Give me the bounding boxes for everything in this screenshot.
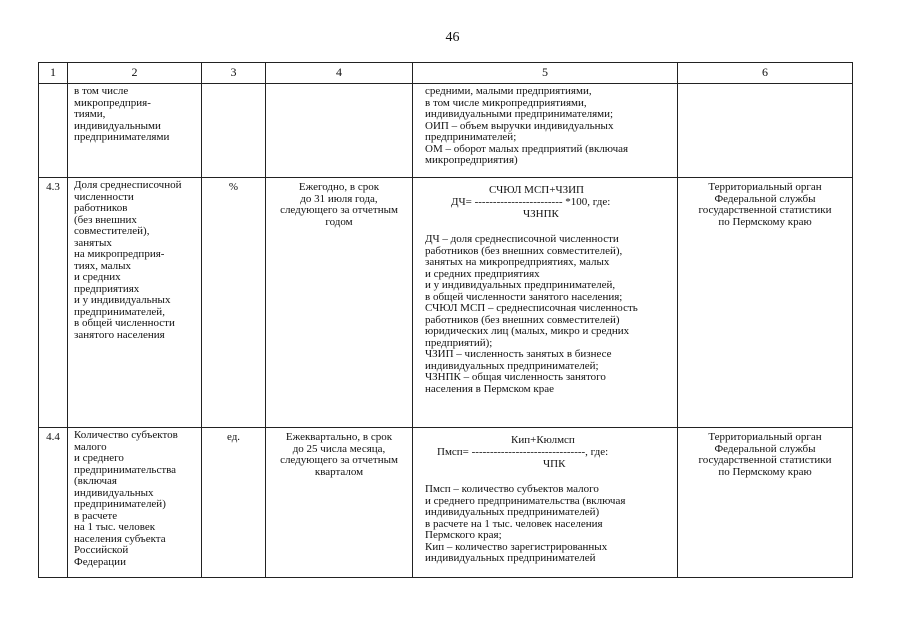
formula-denominator: ЧЗНПК bbox=[523, 208, 559, 220]
source-cell: Территориальный орган Федеральной службы государственной статистики по Пермскому краю bbox=[678, 178, 853, 428]
formula-numerator: Кип+Кюлмсп bbox=[511, 434, 575, 446]
header-cell: 6 bbox=[678, 63, 853, 84]
formula-denominator: ЧПК bbox=[543, 458, 566, 470]
indicators-table bbox=[38, 62, 853, 578]
formula bbox=[425, 434, 674, 470]
method-cell bbox=[413, 428, 678, 578]
formula-body: ДЧ= ------------------------ *100, где: bbox=[451, 196, 611, 208]
method-cell bbox=[413, 178, 678, 428]
row-number-cell: 4.3 bbox=[39, 178, 68, 428]
header-cell: 2 bbox=[68, 63, 202, 84]
formula-body: Пмсп= -------------------------------, где: bbox=[437, 446, 609, 458]
formula-numerator: СЧЮЛ МСП+ЧЗИП bbox=[489, 184, 584, 196]
indicator-cell: в том числе микропредприя- тиями, индивидуальными предпринимателями bbox=[68, 84, 202, 178]
header-cell: 1 bbox=[39, 63, 68, 84]
indicator-cell: Количество субъектов малого и среднего предпринимательства (включая индивидуальных предпринимателей) в расчете на 1 тыс. человек населения субъекта Российской Федерации bbox=[68, 428, 202, 578]
unit-cell: ед. bbox=[202, 428, 266, 578]
period-cell: Ежегодно, в срок до 31 июля года, следующего за отчетным годом bbox=[266, 178, 413, 428]
indicator-cell: Доля среднесписочной численности работников (без внешних совместителей), занятых на микропредприя- тиях, малых и средних предприятиях и у индивидуальных предпринимателей, в общей численности занятого населения bbox=[68, 178, 202, 428]
period-cell: Ежеквартально, в срок до 25 числа месяца, следующего за отчетным кварталом bbox=[266, 428, 413, 578]
unit-cell: % bbox=[202, 178, 266, 428]
formula bbox=[425, 184, 674, 220]
method-description: ДЧ – доля среднесписочной численности работников (без внешних совместителей), занятых на микропредприятиях, малых и средних предприятиях и у индивидуальных предпринимателей, в общей численности занятого населения; СЧЮЛ МСП – среднесписочная численность работников (без внешних совместителей) юридических лиц (малых, микро и средних предприятий); ЧЗИП – численность занятых в бизнесе индивидуальных предпринимателей; ЧЗНПК – общая численность занятого населения в Пермском крае bbox=[425, 233, 638, 395]
header-cell: 5 bbox=[413, 63, 678, 84]
page-number: 46 bbox=[445, 30, 460, 45]
header-cell: 3 bbox=[202, 63, 266, 84]
method-description: Пмсп – количество субъектов малого и среднего предпринимательства (включая индивидуальных предпринимателей) в расчете на 1 тыс. человек населения Пермского края; Кип – количество зарегистрированных индивидуальных предпринимателей bbox=[425, 483, 626, 564]
unit-cell bbox=[202, 84, 266, 178]
row-number-cell bbox=[39, 84, 68, 178]
table-row bbox=[39, 84, 853, 178]
header-row bbox=[39, 63, 853, 84]
table-row bbox=[39, 428, 853, 578]
row-number-cell: 4.4 bbox=[39, 428, 68, 578]
method-cell: средними, малыми предприятиями, в том числе микропредприятиями, индивидуальными предпринимателями; ОИП – объем выручки индивидуальных предпринимателей; ОМ – оборот малых предприятий (включая микропредприятия) bbox=[413, 84, 678, 178]
period-cell bbox=[266, 84, 413, 178]
source-cell: Территориальный орган Федеральной службы государственной статистики по Пермскому краю bbox=[678, 428, 853, 578]
table-row bbox=[39, 178, 853, 428]
source-cell bbox=[678, 84, 853, 178]
header-cell: 4 bbox=[266, 63, 413, 84]
